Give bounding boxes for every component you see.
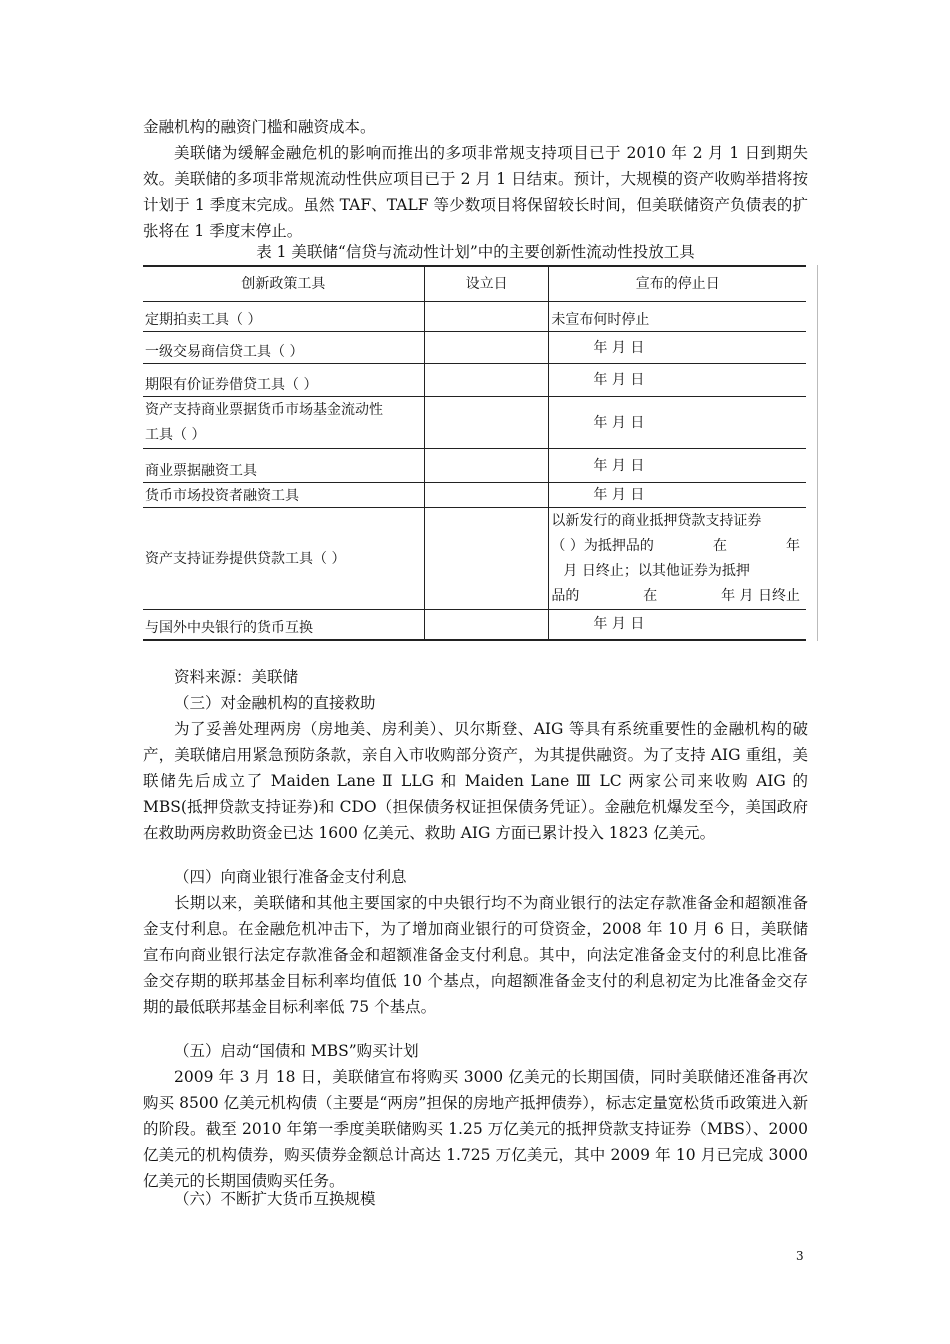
- table-row: [143, 610, 806, 640]
- stop-date: [549, 508, 806, 610]
- start-date: [424, 449, 549, 483]
- stop-date-fragment: 年 月 日终止: [721, 587, 800, 604]
- section-5-body: 2009 年 3 月 18 日，美联储宣布将购买 3000 亿美元的长期国债，同时美联储还准备再次购买 8500 亿美元机构债（主要是“两房”担保的房地产抵押债券），标志定量宽松货币政策进入新的阶段。截至 2010 年第一季度美联储购买 1.25 万亿美元的抵押贷款支持证券（MBS）、2000 亿美元的机构债券，购买债券金额总计高达 1.725 万亿美元，其中 2009 年 10 月已完成 3000 亿美元的长期国债购买任务。: [143, 1068, 808, 1190]
- section-4-heading: （四）向商业银行准备金支付利息: [174, 868, 407, 886]
- section-4-body: 长期以来，美联储和其他主要国家的中央银行均不为商业银行的法定存款准备金和超额准备金支付利息。在金融危机冲击下，为了增加商业银行的可贷资金，2008 年 10 月 6 日，美联储宣布向商业银行法定存款准备金和超额准备金支付利息。其中，向法定准备金支付的利息比准备金交存期的联邦基金目标利率均值低 10 个基点，向超额准备金支付的利息初定为比准备金交存期的最低联邦基金目标利率低 75 个基点。: [143, 894, 808, 1016]
- stop-date-line: [551, 534, 804, 559]
- tool-name-line: 工具（ ）: [145, 426, 206, 443]
- stop-date: 未宣布何时停止: [549, 302, 806, 332]
- tool-name: 一级交易商信贷工具（ ）: [143, 332, 424, 364]
- table-row: [143, 364, 806, 397]
- stop-date-fragment: 品的: [551, 587, 580, 604]
- stop-date: 年 月 日: [549, 397, 806, 449]
- stop-date-fragment: 年: [786, 537, 800, 554]
- stop-date-line: 以新发行的商业抵押贷款支持证券: [551, 512, 762, 529]
- start-date: [424, 508, 549, 610]
- header-stop-date: 宣布的停止日: [549, 266, 806, 302]
- tool-name: 定期拍卖工具（ ）: [143, 302, 424, 332]
- paragraph-intro-end: 金融机构的融资门槛和融资成本。: [143, 118, 376, 136]
- section-6-heading: （六）不断扩大货币互换规模: [174, 1190, 376, 1208]
- table-header-row: [143, 266, 806, 302]
- stop-date: 年 月 日: [549, 483, 806, 508]
- tool-name: 商业票据融资工具: [143, 449, 424, 483]
- page-number: 3: [796, 1249, 804, 1263]
- table-row: [143, 508, 806, 610]
- table-right-rule: [817, 265, 818, 641]
- tool-name: 货币市场投资者融资工具: [143, 483, 424, 508]
- stop-date-line: 月 日终止；以其他证券为抵押: [563, 562, 750, 579]
- table-source: 资料来源：美联储: [174, 668, 299, 686]
- tool-name-line: 资产支持商业票据货币市场基金流动性: [145, 401, 383, 418]
- stop-date: 年 月 日: [549, 449, 806, 483]
- tool-name: 与国外中央银行的货币互换: [143, 610, 424, 640]
- table-row: [143, 302, 806, 332]
- stop-date: 年 月 日: [549, 610, 806, 640]
- section-5-heading: （五）启动“国债和 MBS”购买计划: [174, 1042, 419, 1060]
- stop-date-fragment: （ ）为抵押品的: [551, 537, 654, 554]
- table-row: [143, 397, 806, 449]
- table-row: [143, 332, 806, 364]
- stop-date: 年 月 日: [549, 364, 806, 397]
- start-date: [424, 610, 549, 640]
- section-3-heading: （三）对金融机构的直接救助: [174, 694, 376, 712]
- section-3-body: 为了妥善处理两房（房地美、房利美）、贝尔斯登、AIG 等具有系统重要性的金融机构的破产，美联储启用紧急预防条款，亲自入市收购部分资产，为其提供融资。为了支持 AIG 重组，美联储先后成立了 Maiden Lane Ⅱ LLG 和 Maiden Lane Ⅲ LC 两家公司来收购 AIG 的 MBS(抵押贷款支持证券)和 CDO（担保债务权证担保债务凭证）。金融危机爆发至今，美国政府在救助两房救助资金已达 1600 亿美元、救助 AIG 方面已累计投入 1823 亿美元。: [143, 720, 808, 842]
- stop-date-fragment: 在: [643, 587, 658, 604]
- header-start-date: 设立日: [424, 266, 549, 302]
- stop-date-fragment: 在: [712, 537, 727, 554]
- tool-name: 期限有价证券借贷工具（ ）: [143, 364, 424, 397]
- start-date: [424, 302, 549, 332]
- start-date: [424, 483, 549, 508]
- table-row: [143, 483, 806, 508]
- stop-date-line: [551, 584, 804, 609]
- tool-name: [143, 397, 424, 449]
- header-tool: 创新政策工具: [143, 266, 424, 302]
- liquidity-tools-table: [143, 265, 806, 641]
- table-row: [143, 449, 806, 483]
- table-caption: 表 1 美联储“信贷与流动性计划”中的主要创新性流动性投放工具: [256, 243, 695, 261]
- start-date: [424, 397, 549, 449]
- stop-date: 年 月 日: [549, 332, 806, 364]
- start-date: [424, 364, 549, 397]
- paragraph-fed-programs: 美联储为缓解金融危机的影响而推出的多项非常规支持项目已于 2010 年 2 月 1 日到期失效。美联储的多项非常规流动性供应项目已于 2 月 1 日结束。预计，大规模的资产收购举措将按计划于 1 季度末完成。虽然 TAF、TALF 等少数项目将保留较长时间，但美联储资产负债表的扩张将在 1 季度末停止。: [143, 144, 808, 240]
- tool-name: 资产支持证券提供贷款工具（ ）: [143, 508, 424, 610]
- start-date: [424, 332, 549, 364]
